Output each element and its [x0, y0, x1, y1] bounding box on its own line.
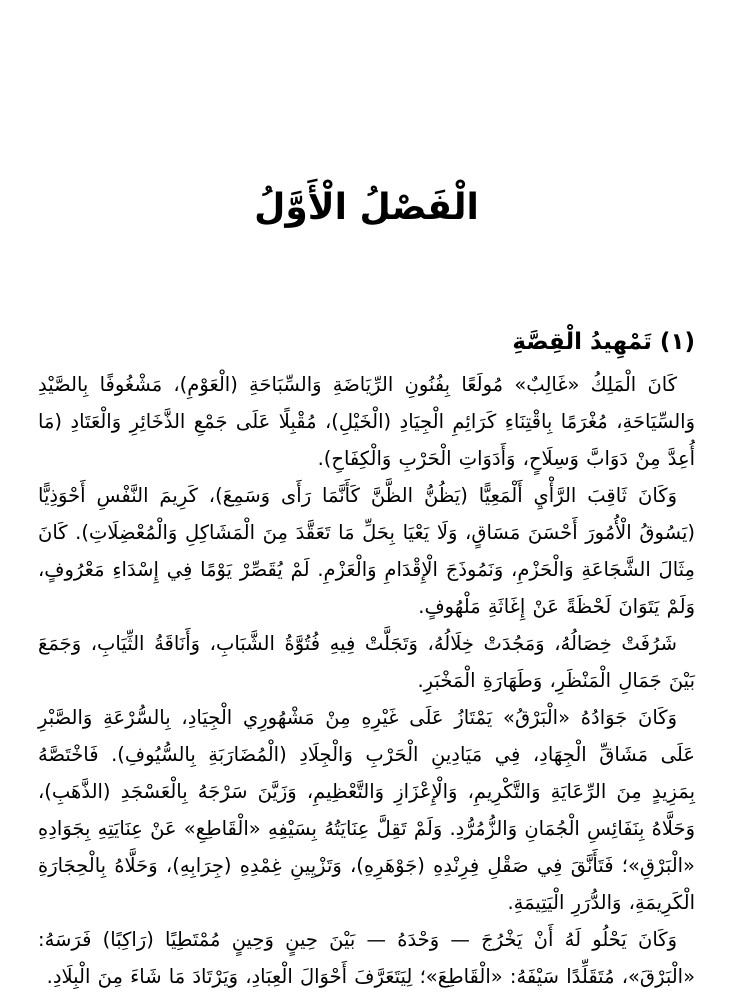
section-heading: (١) تَمْهِيدُ الْقِصَّةِ: [512, 329, 695, 356]
paragraph: وَكَانَ ثَاقِبَ الرَّأْيِ أَلْمَعِيًّا (يَظُنُّ الظَّنَّ كَأَنَّمَا رَأَى وَسَمِعَ)، كَرِيمَ النَّفْسِ أَحْوَذِيًّا (يَسُوقُ الْأُمُورَ أَحْسَنَ مَسَاقٍ، وَلَا يَعْيَا بِحَلِّ مَا تَعَقَّدَ مِنَ الْمَشَاكِلِ وَالْمُعْضِلَاتِ). كَانَ مِثَالَ الشَّجَاعَةِ وَالْحَزْمِ، وَنَمُوذَجَ الْإِقْدَامِ وَالْعَزْمِ. لَمْ يُقَصِّرْ يَوْمًا فِي إِسْدَاءِ مَعْرُوفٍ، وَلَمْ يَتَوَانَ لَحْظَةً عَنْ إِغَاثَةِ مَلْهُوفٍ.: [38, 483, 695, 618]
chapter-title: الْفَصْلُ الْأَوَّلُ: [254, 187, 479, 228]
paragraph: وَكَانَ جَوَادُهُ «الْبَرْقُ» يَمْتَازُ عَلَى غَيْرِهِ مِنْ مَشْهُورِي الْجِيَادِ، بِالسُّرْعَةِ وَالصَّبْرِ عَلَى مَشَاقِّ الْجِهَادِ، فِي مَيَادِينِ الْحَرْبِ وَالْجِلَادِ (الْمُضَارَبَةِ بِالسُّيُوفِ). فَاخْتَصَّهُ بِمَزِيدٍ مِنَ الرِّعَايَةِ وَالتَّكْرِيمِ، وَالْإِعْزَازِ وَالتَّعْظِيمِ، وَزَيَّنَ سَرْجَهُ بِالْعَسْجَدِ (الذَّهَبِ)، وَحَلَّاهُ بِنَفَائِسِ الْجُمَانِ وَالزُّمُرُّدِ. وَلَمْ تَقِلَّ عِنَايَتُهُ بِسَيْفِهِ «الْقَاطِعِ» عَنْ عِنَايَتِهِ بِجَوَادِهِ «الْبَرْقِ»؛ فَتَأَنَّقَ فِي صَقْلِ فِرِنْدِهِ (جَوْهَرِهِ)، وَتَزْيِينِ غِمْدِهِ (جِرَابِهِ)، وَحَلَّاهُ بِالْحِجَارَةِ الْكَرِيمَةِ، وَالدُّرَرِ الْيَتِيمَةِ.: [38, 705, 695, 914]
paragraph: وَكَانَ يَحْلُو لَهُ أَنْ يَخْرُجَ — وَحْدَهُ — بَيْنَ حِينٍ وَحِينٍ مُمْتَطِيًا (رَاكِبًا) فَرَسَهُ: «الْبَرْقَ»، مُتَقَلِّدًا سَيْفَهُ: «الْقَاطِعَ»؛ لِيَتَعَرَّفَ أَحْوَالَ الْعِبَادِ، وَيَرْتَادَ مَا شَاءَ مِنَ الْبِلَادِ.: [38, 927, 695, 988]
paragraph: كَانَ الْمَلِكُ «غَالِبٌ» مُولَعًا بِفُنُونِ الرِّيَاضَةِ وَالسِّبَاحَةِ (الْعَوْمِ)، مَشْغُوفًا بِالصَّيْدِ وَالسِّيَاحَةِ، مُغْرَمًا بِاقْتِنَاءِ كَرَائِمِ الْجِيَادِ (الْخَيْلِ)، مُقْبِلًا عَلَى جَمْعِ الذَّخَائِرِ وَالْعَتَادِ (مَا أُعِدَّ مِنْ دَوَابَّ وَسِلَاحٍ، وَأَدَوَاتِ الْحَرْبِ وَالْكِفَاحِ).: [38, 372, 695, 470]
story-text: [38, 366, 695, 995]
paragraph: شَرُفَتْ خِصَالُهُ، وَمَجُدَتْ خِلَالُهُ، وَتَجَلَّتْ فِيهِ فُتُوَّةُ الشَّبَابِ، وَأَنَاقَةُ الثِّيَابِ، وَجَمَعَ بَيْنَ جَمَالِ الْمَنْظَرِ، وَطَهَارَةِ الْمَخْبَرِ.: [38, 631, 695, 692]
